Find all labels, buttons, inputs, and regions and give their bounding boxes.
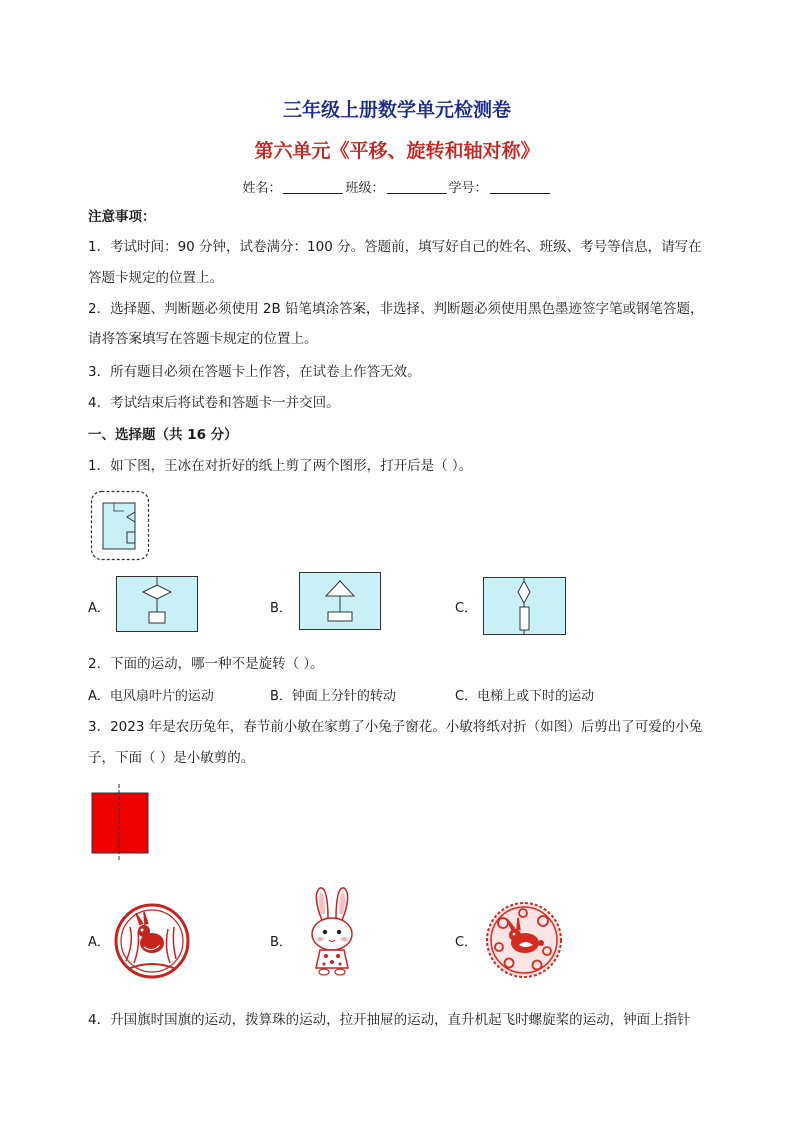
q1-option-a-figure[interactable] xyxy=(116,576,198,632)
folded-paper-figure xyxy=(90,490,150,562)
question-1: 1．如下图，王冰在对折好的纸上剪了两个图形，打开后是（ ）。 xyxy=(88,458,473,474)
q1-option-a-label[interactable]: A． xyxy=(88,601,110,616)
question-3a: 3．2023 年是农历兔年，春节前小敏在家剪了小兔子窗花。小敏将纸对折（如图）后剪出了可爱的小兔 xyxy=(88,719,703,735)
q1-option-c-figure[interactable] xyxy=(483,577,566,635)
notice-item-1b: 答题卡规定的位置上。 xyxy=(88,270,223,286)
question-3b: 子，下面（ ）是小敏剪的。 xyxy=(88,750,255,766)
q1-option-b-label[interactable]: B． xyxy=(270,601,292,616)
student-info-line xyxy=(0,177,794,196)
notice-item-4: 4．考试结束后将试卷和答题卡一并交回。 xyxy=(88,395,340,411)
page-title: 三年级上册数学单元检测卷 xyxy=(282,99,511,121)
name-blank[interactable] xyxy=(283,181,343,194)
q3-option-b-rabbit[interactable] xyxy=(300,886,364,978)
class-label: 班级： xyxy=(345,181,385,196)
folded-red-paper-figure xyxy=(88,782,152,864)
name-label: 姓名： xyxy=(242,181,282,196)
class-blank[interactable] xyxy=(387,181,447,194)
q3-option-a-papercut[interactable] xyxy=(114,903,190,979)
q1-option-b-figure[interactable] xyxy=(299,572,381,630)
question-2: 2．下面的运动，哪一种不是旋转（ ）。 xyxy=(88,656,324,672)
page-subtitle: 第六单元《平移、旋转和轴对称》 xyxy=(254,140,540,162)
notice-item-1a: 1．考试时间：90 分钟，试卷满分：100 分。答题前，填写好自己的姓名、班级、考号等信息，请写在 xyxy=(88,239,702,255)
notice-heading: 注意事项： xyxy=(88,209,156,225)
notice-item-3: 3．所有题目必须在答题卡上作答，在试卷上作答无效。 xyxy=(88,364,421,380)
q3-option-b-label[interactable]: B． xyxy=(270,935,292,950)
q2-option-c[interactable]: C．电梯上或下时的运动 xyxy=(455,689,595,704)
notice-item-2b: 请将答案填写在答题卡规定的位置上。 xyxy=(88,331,318,347)
q2-option-b[interactable]: B．钟面上分针的转动 xyxy=(270,689,396,704)
q2-option-a[interactable]: A．电风扇叶片的运动 xyxy=(88,689,214,704)
q1-option-c-label[interactable]: C． xyxy=(455,601,478,616)
number-blank[interactable] xyxy=(490,181,550,194)
q3-option-c-label[interactable]: C． xyxy=(455,935,478,950)
question-4: 4．升国旗时国旗的运动，拨算珠的运动，拉开抽屉的运动，直升机起飞时螺旋桨的运动，钟面上指针 xyxy=(88,1012,691,1028)
notice-item-2a: 2．选择题、判断题必须使用 2B 铅笔填涂答案，非选择、判断题必须使用黑色墨迹签字笔或钢笔答题， xyxy=(88,301,704,317)
section-heading: 一、选择题（共 16 分） xyxy=(88,427,238,443)
q3-option-a-label[interactable]: A． xyxy=(88,935,110,950)
number-label: 学号： xyxy=(448,181,488,196)
q3-option-c-papercut[interactable] xyxy=(485,901,563,979)
